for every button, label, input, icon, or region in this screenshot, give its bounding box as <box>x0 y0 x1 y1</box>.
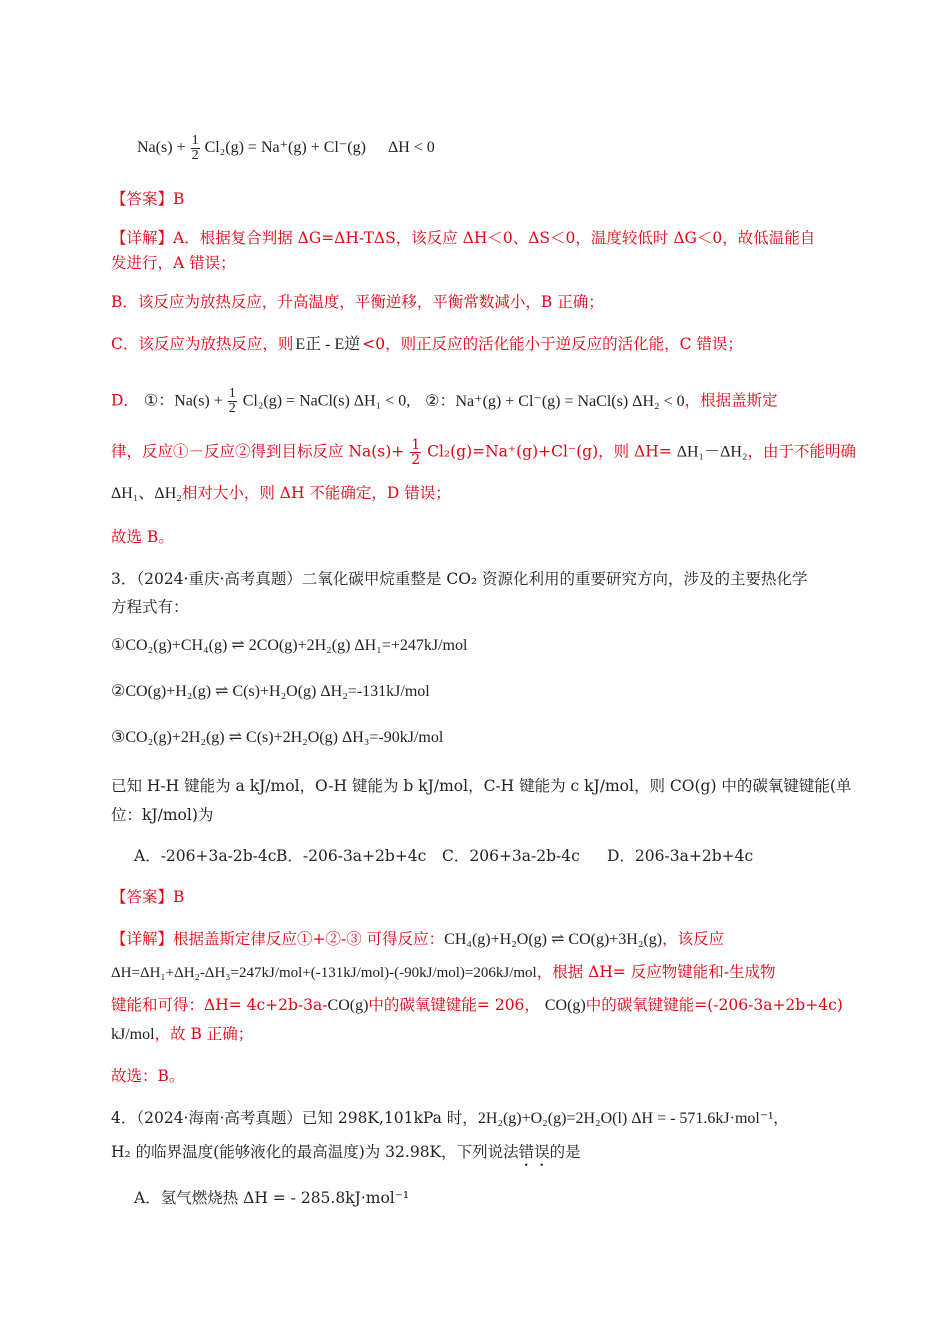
reaction-3: ③CO₂(g)+2H₂(g) ⇌ C(s)+2H₂O(g) ΔH₃=-90kJ/mol <box>111 729 444 746</box>
detail-line-c: C．该反应为放热反应，则 E正 - E逆 <0，则正反应的活化能小于逆反应的活化能，C 错误； <box>111 335 743 353</box>
answer-label: 【答案】B <box>111 190 185 208</box>
conclusion: 故选 B。 <box>111 528 174 546</box>
detail-line-d3: ΔH₁、ΔH₂相对大小，则 ΔH 不能确定，D 错误； <box>111 484 451 502</box>
conclusion: 故选：B。 <box>111 1067 185 1085</box>
question-stem: 方程式有： <box>111 598 189 616</box>
detail-line: 【详解】根据盖斯定律反应①+②-③ 可得反应：CH₄(g)+H₂O(g) ⇌ CO(g)+3H₂(g)，该反应 <box>111 930 725 948</box>
detail-line-d2: 律，反应①－反应②得到目标反应 Na(s)+ $\frac{1}{2}$ Cl₂(g)=Na⁺(g)+Cl⁻(g)，则 ΔH= ΔH₁－ΔH₂，由于不能明确 <box>111 437 857 468</box>
option-b: B．-206-3a+2b+4c <box>276 847 427 865</box>
top-equation: Na(s) + $\frac{1}{2}$ Cl₂(g) = Na⁺(g) + Cl⁻(g) ΔH < 0 <box>137 133 435 163</box>
question-known: 位：kJ/mol)为 <box>111 806 214 824</box>
detail-line-d1: D． ①：Na(s) + $\frac{1}{2}$ Cl₂(g) = NaCl(s) ΔH₁ < 0, ②：Na⁺(g) + Cl⁻(g) = NaCl(s) ΔH₂ < 0，根据盖斯定 <box>111 386 778 416</box>
question-stem: 3．（2024·重庆·高考真题）二氧化碳甲烷重整是 CO₂ 资源化利用的重要研究方向，涉及的主要热化学 <box>111 570 808 588</box>
answer-label: 【答案】B <box>111 888 185 906</box>
option-d: D．206-3a+2b+4c <box>607 847 754 865</box>
question-stem: 4．（2024·海南·高考真题）已知 298K,101kPa 时，2H₂(g)+O₂(g)=2H₂O(l) ΔH = - 571.6kJ·mol⁻¹， <box>111 1109 789 1127</box>
question-known: 已知 H-H 键能为 a kJ/mol，O-H 键能为 b kJ/mol，C-H 键能为 c kJ/mol，则 CO(g) 中的碳氧键键能(单 <box>111 777 852 795</box>
question-stem: H₂ 的临界温度(能够液化的最高温度)为 32.98K，下列说法错误的是 <box>111 1143 581 1161</box>
detail-line: 键能和可得：ΔH= 4c+2b-3a-CO(g)中的碳氧键键能= 206， CO(g)中的碳氧键键能=(-206-3a+2b+4c) <box>111 996 843 1014</box>
reaction-1: ①CO₂(g)+CH₄(g) ⇌ 2CO(g)+2H₂(g) ΔH₁=+247kJ/mol <box>111 637 468 654</box>
detail-line: B．该反应为放热反应，升高温度，平衡逆移，平衡常数减小，B 正确； <box>111 293 604 311</box>
detail-line: 发进行，A 错误； <box>111 254 236 272</box>
detail-line: 【详解】A．根据复合判据 ΔG=ΔH-TΔS，该反应 ΔH＜0、ΔS＜0，温度较低时 ΔG＜0，故低温能自 <box>111 229 816 247</box>
reaction-2: ②CO(g)+H₂(g) ⇌ C(s)+H₂O(g) ΔH₂=-131kJ/mol <box>111 683 430 700</box>
option-a: A．氢气燃烧热 ΔH = - 285.8kJ·mol⁻¹ <box>134 1189 410 1207</box>
detail-line: ΔH=ΔH₁+ΔH₂-ΔH₃=247kJ/mol+(-131kJ/mol)-(-90kJ/mol)=206kJ/mol，根据 ΔH= 反应物键能和-生成物 <box>111 963 776 981</box>
option-a: A．-206+3a-2b-4c <box>134 847 277 865</box>
emphasized-word: 错误 <box>518 1143 550 1161</box>
half-fraction: $\frac{1}{2}$ <box>191 133 199 163</box>
detail-line: kJ/mol，故 B 正确； <box>111 1025 254 1043</box>
option-c: C．206+3a-2b-4c <box>442 847 580 865</box>
